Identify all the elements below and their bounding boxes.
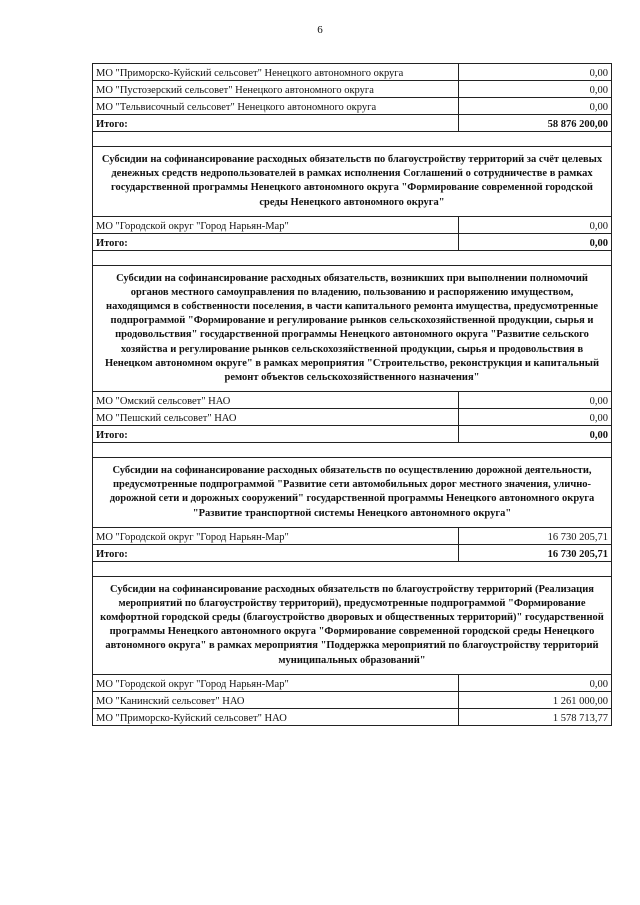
table-row [93,216,612,233]
municipality-name: МО "Омский сельсовет" НАО [93,392,459,409]
amount-value: 0,00 [459,216,612,233]
section-title: Субсидии на софинансирование расходных обязательств, возникших при выполнении полномочий органов местного самоуправления по владению, пользованию и распоряжению имуществом, находящимся в собственности поселения, в части капитального ремонта имущества, предусмотренные подпрограммой "Формирование и регулирование рынков сельскохозяйственной продукции, сырья и продовольствия" государственной программы Ненецкого автономного округа "Развитие сельского хозяйства и регулирование рынков сельскохозяйственной продукции, сырья и продовольствия в Ненецком автономном округе" в рамках мероприятия "Строительство, реконструкция и капитальный ремонт объектов сельскохозяйственного назначения" [93,265,612,391]
table-row [93,674,612,691]
amount-value: 16 730 205,71 [459,527,612,544]
amount-value: 1 578 713,77 [459,708,612,725]
spacer-row [93,250,612,265]
total-label: Итого: [93,233,459,250]
spacer-row [93,561,612,576]
municipality-name: МО "Тельвисочный сельсовет" Ненецкого автономного округа [93,98,459,115]
municipality-name: МО "Приморско-Куйский сельсовет" Ненецкого автономного округа [93,64,459,81]
total-row [93,544,612,561]
section-header [93,147,612,217]
total-row [93,233,612,250]
total-label: Итого: [93,426,459,443]
municipality-name: МО "Канинский сельсовет" НАО [93,691,459,708]
subsidies-table [92,63,612,726]
total-value: 0,00 [459,426,612,443]
amount-value: 0,00 [459,674,612,691]
total-value: 58 876 200,00 [459,115,612,132]
page-number: 6 [317,24,323,36]
total-row [93,115,612,132]
section-title: Субсидии на софинансирование расходных обязательств по осуществлению дорожной деятельности, предусмотренные подпрограммой "Развитие сети автомобильных дорог местного значения, улично-дорожной сети и дорожных сооружений" государственной программы Ненецкого автономного округа "Развитие транспортной системы Ненецкого автономного округа" [93,458,612,528]
table-row [93,81,612,98]
table-row [93,527,612,544]
total-value: 16 730 205,71 [459,544,612,561]
municipality-name: МО "Городской округ "Город Нарьян-Мар" [93,216,459,233]
section-header [93,576,612,674]
total-label: Итого: [93,115,459,132]
amount-value: 0,00 [459,409,612,426]
section-header [93,458,612,528]
total-label: Итого: [93,544,459,561]
table-row [93,708,612,725]
table-row [93,691,612,708]
total-row [93,426,612,443]
amount-value: 0,00 [459,64,612,81]
table-row [93,98,612,115]
municipality-name: МО "Приморско-Куйский сельсовет" НАО [93,708,459,725]
table-row [93,64,612,81]
municipality-name: МО "Городской округ "Город Нарьян-Мар" [93,674,459,691]
total-value: 0,00 [459,233,612,250]
amount-value: 0,00 [459,392,612,409]
section-title: Субсидии на софинансирование расходных обязательств по благоустройству территорий за счёт целевых денежных средств недропользователей в рамках исполнения Соглашений о сотрудничестве в рамках государственной программы Ненецкого автономного округа "Формирование современной городской среды Ненецкого автономного округа" [93,147,612,217]
spacer-row [93,132,612,147]
municipality-name: МО "Пешский сельсовет" НАО [93,409,459,426]
amount-value: 0,00 [459,81,612,98]
municipality-name: МО "Пустозерский сельсовет" Ненецкого автономного округа [93,81,459,98]
municipality-name: МО "Городской округ "Город Нарьян-Мар" [93,527,459,544]
section-title: Субсидии на софинансирование расходных обязательств по благоустройству территорий (Реализация мероприятий по благоустройству территорий), предусмотренные подпрограммой "Формирование комфортной городской среды (благоустройство дворовых и общественных территорий)" государственной программы Ненецкого автономного округа "Формирование современной городской среды Ненецкого автономного округа" в рамках мероприятия "Поддержка мероприятий по благоустройству территорий муниципальных образований" [93,576,612,674]
table-row [93,409,612,426]
table-row [93,392,612,409]
amount-value: 1 261 000,00 [459,691,612,708]
section-header [93,265,612,391]
spacer-row [93,443,612,458]
amount-value: 0,00 [459,98,612,115]
